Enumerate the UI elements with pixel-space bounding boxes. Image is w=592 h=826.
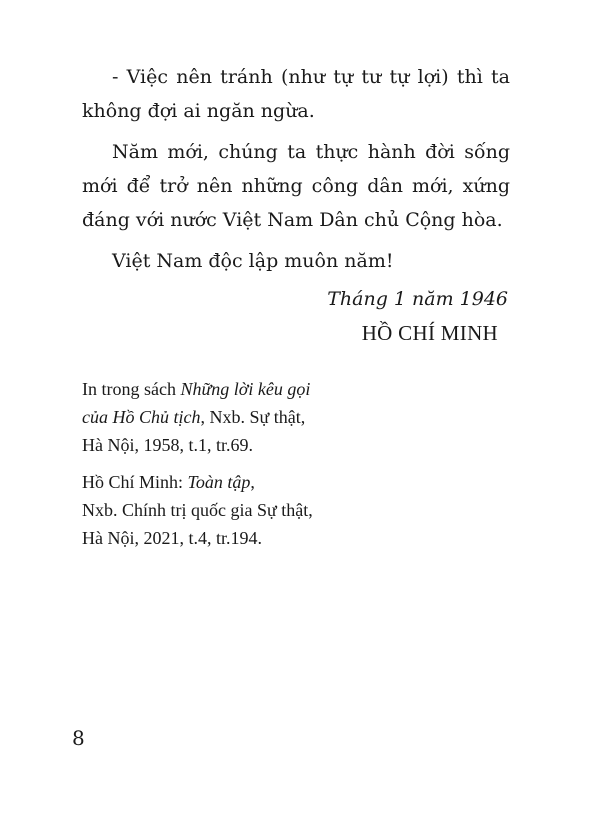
paragraph: - Việc nên tránh (như tự tư tự lợi) thì ta không đợi ai ngăn ngừa. bbox=[82, 66, 510, 122]
source-title: Toàn tập bbox=[187, 472, 251, 492]
source-note bbox=[82, 468, 522, 552]
source-place-year: Hà Nội, 1958, t.1, tr.69. bbox=[82, 435, 253, 455]
source-note bbox=[82, 375, 522, 459]
source-prefix: Hồ Chí Minh: bbox=[82, 472, 188, 492]
main-text bbox=[82, 60, 510, 285]
source-place-year: Hà Nội, 2021, t.4, tr.194. bbox=[82, 528, 262, 548]
source-title: của Hồ Chủ tịch bbox=[82, 407, 201, 427]
signature-date: Tháng 1 năm 1946 bbox=[327, 288, 508, 310]
source-notes bbox=[82, 375, 522, 561]
paragraph: Năm mới, chúng ta thực hành đời sống mới để trở nên những công dân mới, xứng đáng với nước Việt Nam Dân chủ Cộng hòa. bbox=[82, 141, 510, 231]
source-title: Những lời kêu gọi bbox=[180, 379, 311, 399]
source-prefix: In trong sách bbox=[82, 379, 181, 399]
paragraph: Việt Nam độc lập muôn năm! bbox=[112, 250, 394, 272]
source-publisher: Nxb. Chính trị quốc gia Sự thật, bbox=[82, 500, 313, 520]
signature-name: HỒ CHÍ MINH bbox=[361, 321, 498, 345]
source-publisher: , Nxb. Sự thật, bbox=[200, 407, 306, 427]
signature-block bbox=[282, 282, 508, 350]
source-punctuation: , bbox=[250, 472, 255, 492]
page-number: 8 bbox=[72, 726, 85, 750]
